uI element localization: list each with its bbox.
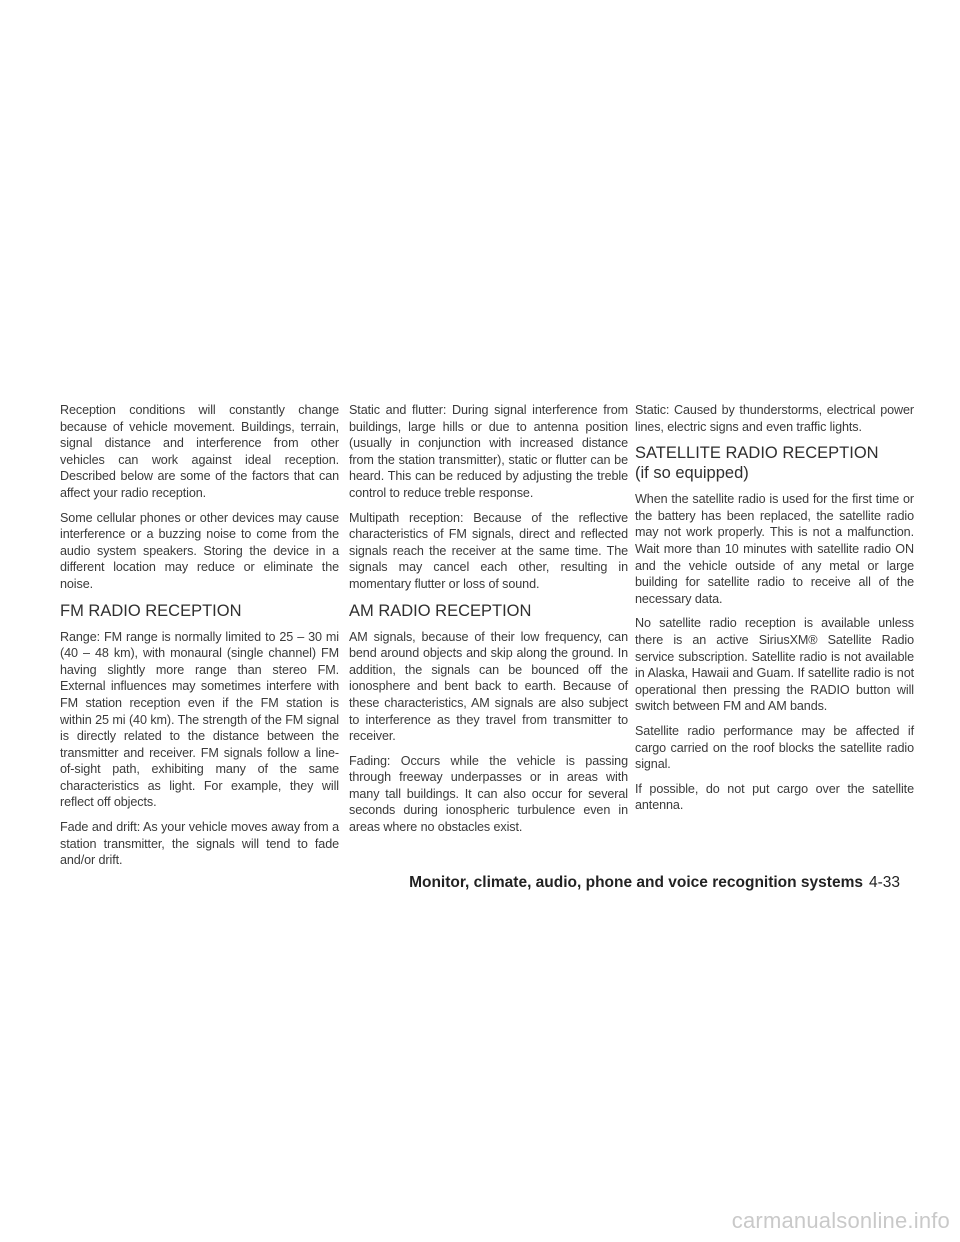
paragraph-cellular-interference: Some cellular phones or other devices may cause interference or a buzzing noise to come from the audio system speakers. Storing the device in a different location may reduce or eliminate the noise. bbox=[60, 510, 339, 591]
paragraph-static-flutter: Static and flutter: During signal interference from buildings, large hills or due to antenna position (usually in conjunction with increased distance from the station transmitter), static or flutter can be heard. This can be reduced by adjusting the treble control to reduce treble response. bbox=[349, 403, 628, 500]
page-number: 4-33 bbox=[868, 874, 900, 891]
paragraph-reception-conditions: Reception conditions will constantly change because of vehicle movement. Buildings, terrain, signal distance and interference from other vehicles can work against ideal reception. Described below are some of the factors that can affect your radio reception. bbox=[60, 403, 339, 500]
watermark: carmanualsonline.info bbox=[731, 1208, 950, 1233]
text-column-2 bbox=[349, 402, 628, 844]
heading-satellite-subtitle: (if so equipped) bbox=[635, 464, 749, 483]
heading-am-radio-reception: AM RADIO RECEPTION bbox=[349, 601, 532, 620]
heading-satellite-title: SATELLITE RADIO RECEPTION bbox=[635, 444, 879, 463]
paragraph-fade-drift: Fade and drift: As your vehicle moves away from a station transmitter, the signals will tend to fade and/or drift. bbox=[60, 820, 339, 868]
paragraph-satellite-performance: Satellite radio performance may be affected if cargo carried on the roof blocks the satellite radio signal. bbox=[635, 723, 914, 772]
paragraph-fading: Fading: Occurs while the vehicle is passing through freeway underpasses or in areas with many tall buildings. It can also occur for several seconds during ionospheric turbulence even in areas where no obstacles exist. bbox=[349, 753, 628, 835]
paragraph-fm-range: Range: FM range is normally limited to 25 – 30 mi (40 – 48 km), with monaural (single channel) FM having slightly more range than stereo FM. External influences may sometimes interfere with FM station reception even if the FM station is within 25 mi (40 km). The strength of the FM signal is directly related to the distance between the transmitter and receiver. FM signals follow a line-of-sight path, exhibiting many of the same characteristics as light. For example, they will reflect off objects. bbox=[60, 629, 339, 810]
paragraph-am-signals: AM signals, because of their low frequency, can bend around objects and skip along the ground. In addition, the signals can be bounced off the ionosphere and bent back to earth. Because of these characteristics, AM signals are also subject to interference as they travel from transmitter to receiver. bbox=[349, 629, 628, 744]
heading-fm-radio-reception: FM RADIO RECEPTION bbox=[60, 601, 242, 620]
page-footer bbox=[0, 874, 900, 892]
paragraph-satellite-first-use: When the satellite radio is used for the first time or the battery has been replaced, the satellite radio may not work properly. This is not a malfunction. Wait more than 10 minutes with satellite radio ON and the vehicle outside of any metal or large building for satellite radio to receive all of the necessary data. bbox=[635, 492, 914, 606]
paragraph-multipath: Multipath reception: Because of the reflective characteristics of FM signals, direct and reflected signals reach the receiver at the same time. The signals may cancel each other, resulting in momentary flutter or loss of sound. bbox=[349, 510, 628, 591]
paragraph-satellite-subscription: No satellite radio reception is available unless there is an active SiriusXM® Satellite Radio service subscription. Satellite radio is not available in Alaska, Hawaii and Guam. If satellite radio is not operational then pressing the RADIO button will switch between FM and AM bands. bbox=[635, 616, 914, 714]
footer-section-title: Monitor, climate, audio, phone and voice recognition systems bbox=[409, 874, 863, 891]
heading-satellite-radio-reception bbox=[635, 443, 914, 483]
paragraph-static: Static: Caused by thunderstorms, electrical power lines, electric signs and even traffic lights. bbox=[635, 403, 914, 434]
paragraph-satellite-cargo: If possible, do not put cargo over the satellite antenna. bbox=[635, 781, 914, 813]
text-column-3 bbox=[635, 402, 914, 822]
text-column-1 bbox=[60, 402, 339, 877]
